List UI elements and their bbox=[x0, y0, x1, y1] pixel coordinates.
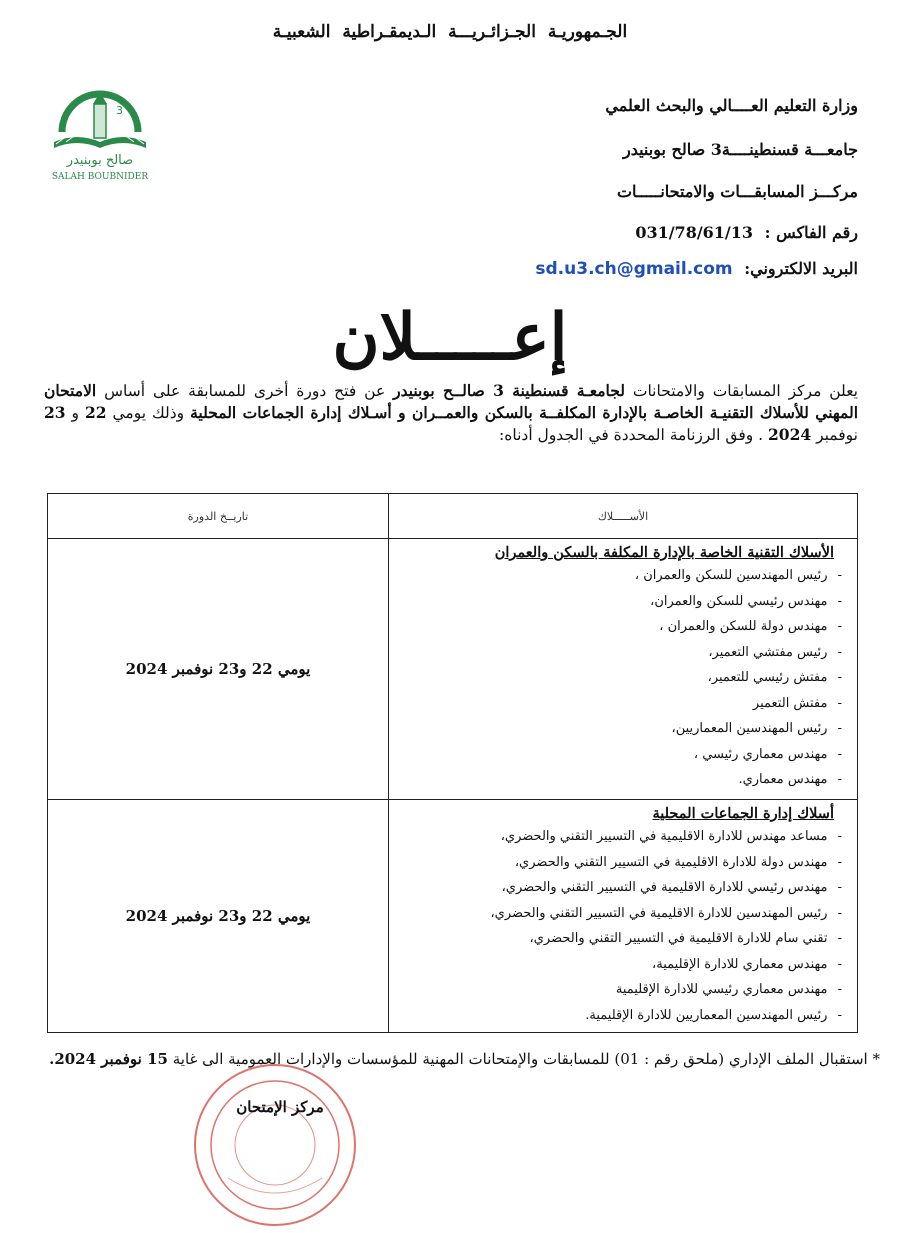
schedule-table bbox=[47, 493, 858, 1033]
intro-university: لجامعـة قسنطينة 3 صالــح بوبنيدر bbox=[393, 381, 625, 400]
table-header-row bbox=[48, 494, 858, 539]
center-line: مركـــز المسابقـــات والامتحانـــــات bbox=[616, 182, 858, 201]
intro-day-2: 23 bbox=[44, 403, 66, 422]
date-cell: يومي 22 و23 نوفمبر 2024 bbox=[48, 539, 389, 800]
list-item: - رئيس المهندسين للادارة الاقليمية في التسيير التقني والحضري، bbox=[390, 901, 842, 927]
date-cell: يومي 22 و23 نوفمبر 2024 bbox=[48, 800, 389, 1033]
table-row bbox=[48, 800, 858, 1033]
intro-paragraph bbox=[44, 380, 858, 446]
note-deadline: 15 نوفمبر 2024. bbox=[49, 1050, 168, 1068]
intro-part: وذلك يومي bbox=[106, 404, 191, 422]
file-submission-note bbox=[0, 1050, 880, 1068]
fax-line bbox=[635, 223, 858, 242]
list-item: - رئيس المهندسين المعماريين للادارة الإقليمية. bbox=[390, 1003, 842, 1029]
note-text: * استقبال الملف الإداري (ملحق رقم : 01) للمسابقات والإمتحانات المهنية للمؤسسات والإدارات العمومية الى غاية bbox=[167, 1050, 880, 1068]
section-title: أسلاك إدارة الجماعات المحلية bbox=[652, 805, 834, 822]
list-item: - مهندس معماري رئيسي ، bbox=[390, 742, 842, 768]
list-item: - مهندس معماري رئيسي للادارة الإقليمية bbox=[390, 977, 842, 1003]
list-item: - مهندس دولة للادارة الاقليمية في التسيير التقني والحضري، bbox=[390, 850, 842, 876]
list-item: - تقني سام للادارة الاقليمية في التسيير التقني والحضري، bbox=[390, 926, 842, 952]
list-item: - مهندس معماري للادارة الإقليمية، bbox=[390, 952, 842, 978]
corps-list bbox=[390, 563, 856, 793]
official-stamp bbox=[188, 1058, 363, 1233]
section-title: الأسلاك التقنية الخاصة بالإدارة المكلفة بالسكن والعمران bbox=[494, 544, 834, 561]
intro-part: يعلن مركز المسابقات والامتحانات bbox=[624, 382, 858, 400]
university-line: جامعـــة قسنطينــــة3 صالح بوبنيدر bbox=[622, 140, 858, 159]
logo-digit: 3 bbox=[116, 104, 123, 117]
announcement-title: إعـــــلان bbox=[332, 300, 568, 375]
corps-list bbox=[390, 824, 856, 1028]
email-label: البريد الالكتروني: bbox=[744, 259, 858, 278]
corps-cell bbox=[389, 800, 858, 1033]
intro-part: و bbox=[65, 404, 85, 422]
email-value: sd.u3.ch@gmail.com bbox=[535, 259, 733, 279]
corps-cell bbox=[389, 539, 858, 800]
signature-block bbox=[230, 1096, 330, 1118]
intro-part: . وفق الرزنامة المحددة في الجدول أدناه: bbox=[499, 426, 768, 444]
fax-label: رقم الفاكس : bbox=[764, 223, 858, 242]
list-item: - مهندس معماري. bbox=[390, 767, 842, 793]
intro-day-1: 22 bbox=[84, 403, 107, 422]
email-line bbox=[535, 259, 858, 279]
list-item: - مفتش التعمير bbox=[390, 691, 842, 717]
header-date: تاريــخ الدورة bbox=[48, 494, 389, 539]
list-item: - مساعد مهندس للادارة الاقليمية في التسيير التقني والحضري، bbox=[390, 824, 842, 850]
university-logo bbox=[40, 84, 160, 184]
header-corps: الأســـــلاك bbox=[389, 494, 858, 539]
intro-part: نوفمبر bbox=[811, 426, 858, 444]
signature-title: مركز الإمتحان bbox=[236, 1098, 324, 1116]
logo-name-ar: صالح بوبنيدر bbox=[66, 153, 134, 168]
fax-value: 031/78/61/13 bbox=[635, 223, 754, 242]
list-item: - مفتش رئيسي للتعمير، bbox=[390, 665, 842, 691]
list-item: - رئيس المهندسين للسكن والعمران ، bbox=[390, 563, 842, 589]
logo-name-en: SALAH BOUBNIDER bbox=[51, 172, 149, 182]
list-item: - مهندس رئيسي للسكن والعمران، bbox=[390, 589, 842, 615]
intro-corps: الامتحان المهني للأسلاك التقنيـة الخاصـة بالإدارة المكلفــة بالسكن والعمــران و أسـلاك إدارة الجماعات المحلية bbox=[44, 381, 859, 422]
list-item: - مهندس رئيسي للادارة الاقليمية في التسيير التقني والحضري، bbox=[390, 875, 842, 901]
table-row bbox=[48, 539, 858, 800]
list-item: - رئيس المهندسين المعماريين، bbox=[390, 716, 842, 742]
list-item: - مهندس دولة للسكن والعمران ، bbox=[390, 614, 842, 640]
republic-header: الجـمهوريـة الجـزائـريـــة الـديمقـراطية الشعبيـة bbox=[272, 22, 628, 42]
ministry-line: وزارة التعليم العــــالي والبحث العلمي bbox=[605, 96, 858, 115]
intro-part: عن فتح دورة أخرى للمسابقة على أساس bbox=[96, 382, 394, 400]
intro-year: 2024 bbox=[768, 425, 812, 444]
list-item: - رئيس مفتشي التعمير، bbox=[390, 640, 842, 666]
